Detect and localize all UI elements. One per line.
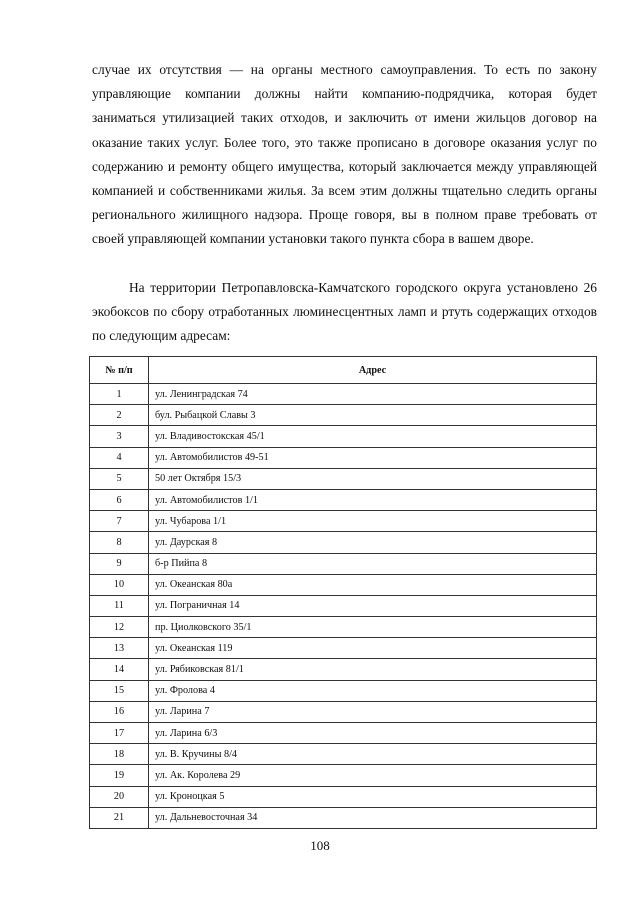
table-header-row (90, 357, 597, 384)
table-row (90, 680, 597, 701)
ecobox-address-table (89, 356, 597, 829)
row-address: ул. Ларина 7 (149, 701, 597, 722)
row-number: 21 (90, 807, 149, 828)
row-address: ул. Пограничная 14 (149, 595, 597, 616)
row-number: 9 (90, 553, 149, 574)
table-row (90, 595, 597, 616)
row-address: ул. Владивостокская 45/1 (149, 426, 597, 447)
row-number: 4 (90, 447, 149, 468)
row-address: б-р Пийпа 8 (149, 553, 597, 574)
table-row (90, 489, 597, 510)
header-address: Адрес (149, 357, 597, 384)
row-number: 19 (90, 765, 149, 786)
table-row (90, 384, 597, 405)
table-row (90, 405, 597, 426)
table-row (90, 807, 597, 828)
row-address: ул. Фролова 4 (149, 680, 597, 701)
row-address: ул. Автомобилистов 1/1 (149, 489, 597, 510)
row-address: бул. Рыбацкой Славы 3 (149, 405, 597, 426)
row-number: 10 (90, 574, 149, 595)
row-number: 11 (90, 595, 149, 616)
table-row (90, 447, 597, 468)
row-number: 6 (90, 489, 149, 510)
row-address: ул. Чубарова 1/1 (149, 511, 597, 532)
row-address: ул. Автомобилистов 49-51 (149, 447, 597, 468)
row-address: пр. Циолковского 35/1 (149, 617, 597, 638)
row-number: 18 (90, 744, 149, 765)
paragraph-ecobox-intro: На территории Петропавловска-Камчатского городского округа установлено 26 экобоксов по сбору отработанных люминесцентных ламп и ртуть содержащих отходов по следующим адресам: (92, 280, 597, 344)
table-row (90, 786, 597, 807)
table-row (90, 659, 597, 680)
row-number: 8 (90, 532, 149, 553)
paragraph-waste-disposal: случае их отсутствия — на органы местного самоуправления. То есть по закону управляющие компании должны найти компанию-подрядчика, которая будет заниматься утилизацией таких отходов, и заключить от имени жильцов договор на оказание таких услуг. Более того, это также прописано в договоре оказания услуг по содержанию и ремонту общего имущества, который заключается между управляющей компанией и собственниками жилья. За всем этим должны тщательно следить органы регионального жилищного надзора. Проще говоря, вы в полном праве требовать от своей управляющей компании установки такого пункта сбора в вашем дворе. (92, 62, 597, 247)
row-address: ул. Ленинградская 74 (149, 384, 597, 405)
table-row (90, 511, 597, 532)
table-row (90, 426, 597, 447)
row-number: 16 (90, 701, 149, 722)
table-row (90, 638, 597, 659)
row-address: ул. Океанская 119 (149, 638, 597, 659)
row-address: ул. Ак. Королева 29 (149, 765, 597, 786)
table-body (90, 384, 597, 829)
row-address: ул. Дальневосточная 34 (149, 807, 597, 828)
row-number: 7 (90, 511, 149, 532)
table-row (90, 468, 597, 489)
row-number: 14 (90, 659, 149, 680)
table-row (90, 574, 597, 595)
table-row (90, 532, 597, 553)
row-number: 15 (90, 680, 149, 701)
table-row (90, 765, 597, 786)
row-number: 12 (90, 617, 149, 638)
table-row (90, 723, 597, 744)
row-number: 17 (90, 723, 149, 744)
row-address: ул. В. Кручины 8/4 (149, 744, 597, 765)
row-address: ул. Кроноцкая 5 (149, 786, 597, 807)
row-address: 50 лет Октября 15/3 (149, 468, 597, 489)
row-address: ул. Рябиковская 81/1 (149, 659, 597, 680)
page-number: 108 (310, 838, 330, 853)
row-number: 20 (90, 786, 149, 807)
row-address: ул. Океанская 80а (149, 574, 597, 595)
row-number: 5 (90, 468, 149, 489)
row-number: 1 (90, 384, 149, 405)
row-address: ул. Ларина 6/3 (149, 723, 597, 744)
table-row (90, 744, 597, 765)
table-row (90, 617, 597, 638)
row-number: 3 (90, 426, 149, 447)
row-number: 2 (90, 405, 149, 426)
table-row (90, 701, 597, 722)
header-number: № п/п (90, 357, 149, 384)
row-number: 13 (90, 638, 149, 659)
table-row (90, 553, 597, 574)
row-address: ул. Даурская 8 (149, 532, 597, 553)
